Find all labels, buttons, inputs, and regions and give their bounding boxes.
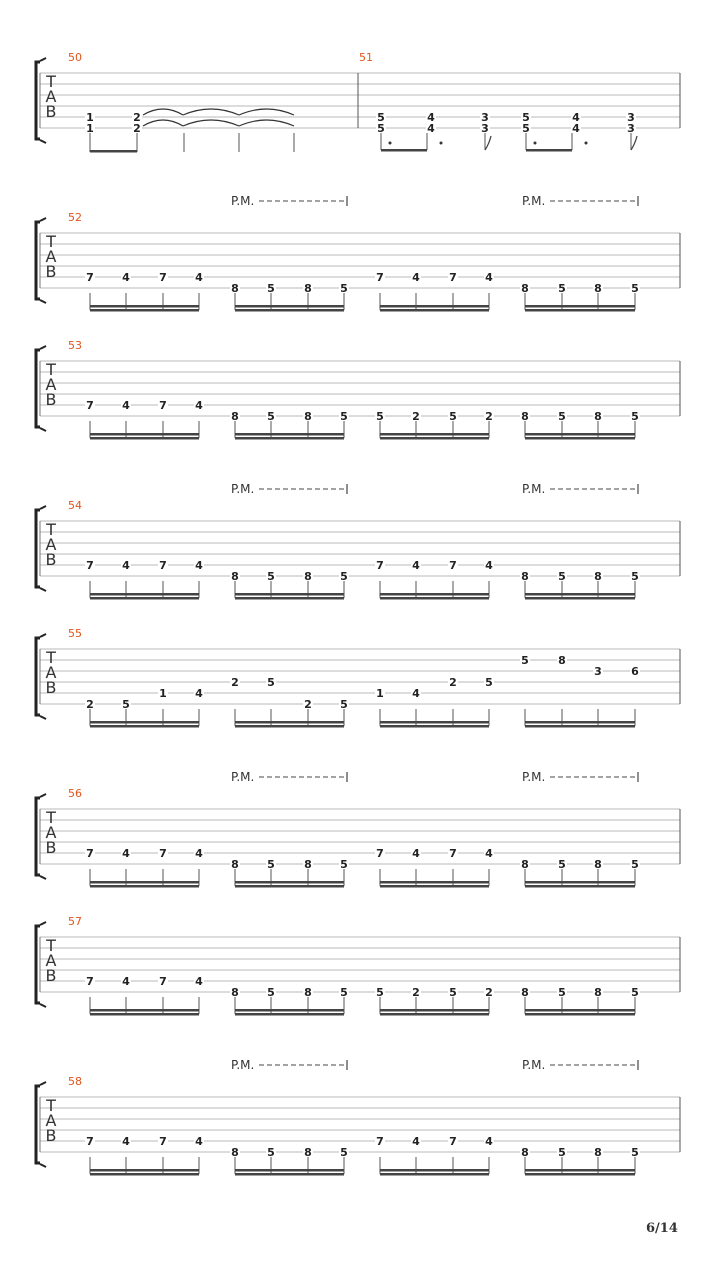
fret-number: 2 — [412, 410, 420, 423]
beam-secondary — [525, 721, 635, 724]
beam-secondary — [525, 1169, 635, 1172]
system-bracket — [36, 62, 40, 139]
fret-number: 4 — [122, 975, 130, 988]
beam — [90, 885, 199, 888]
fret-number: 3 — [627, 122, 635, 135]
beam-secondary — [525, 593, 635, 596]
tab-clef-letter: T — [46, 360, 56, 379]
fret-number: 5 — [449, 986, 457, 999]
fret-number: 7 — [159, 399, 167, 412]
tie-arc — [239, 109, 294, 115]
fret-number: 5 — [267, 410, 275, 423]
beam-secondary — [380, 305, 489, 308]
fret-number: 5 — [558, 858, 566, 871]
beam-secondary — [90, 1009, 199, 1012]
measure-number: 53 — [68, 339, 82, 352]
beam-secondary — [90, 593, 199, 596]
fret-number: 7 — [86, 1135, 94, 1148]
fret-number: 4 — [195, 399, 203, 412]
staff-system — [36, 196, 680, 312]
beam — [235, 1173, 344, 1176]
beam-secondary — [90, 881, 199, 884]
palm-mute-label: P.M. — [231, 1058, 255, 1072]
staff-system — [36, 922, 680, 1016]
tab-clef-letter: T — [46, 1096, 56, 1115]
system-bracket — [36, 798, 40, 875]
fret-number: 8 — [521, 858, 529, 871]
tab-clef-letter: B — [45, 1126, 57, 1145]
fret-number: 4 — [412, 271, 420, 284]
tab-clef-letter: B — [45, 390, 57, 409]
fret-number: 3 — [594, 665, 602, 678]
beam — [235, 885, 344, 888]
tie-arc — [239, 120, 294, 126]
beam — [90, 437, 199, 440]
fret-number: 5 — [340, 410, 348, 423]
fret-number: 8 — [594, 410, 602, 423]
note-flag — [631, 136, 637, 150]
fret-number: 5 — [631, 858, 639, 871]
fret-number: 5 — [631, 410, 639, 423]
fret-number: 4 — [195, 847, 203, 860]
fret-number: 5 — [558, 570, 566, 583]
fret-number: 5 — [631, 282, 639, 295]
fret-number: 2 — [485, 986, 493, 999]
fret-number: 7 — [159, 559, 167, 572]
fret-number: 5 — [340, 858, 348, 871]
fret-number: 4 — [122, 271, 130, 284]
fret-number: 5 — [558, 986, 566, 999]
fret-number: 7 — [86, 399, 94, 412]
fret-number: 4 — [412, 847, 420, 860]
tab-clef-letter: T — [46, 72, 56, 91]
tab-clef-letter: A — [45, 663, 57, 682]
fret-number: 7 — [159, 1135, 167, 1148]
fret-number: 2 — [133, 122, 141, 135]
measure-number: 54 — [68, 499, 82, 512]
fret-number: 8 — [521, 570, 529, 583]
beam — [90, 1173, 199, 1176]
bracket-hook — [40, 140, 46, 143]
fret-number: 7 — [376, 271, 384, 284]
beam-secondary — [380, 721, 489, 724]
bracket-hook — [40, 794, 46, 797]
fret-number: 5 — [376, 410, 384, 423]
fret-number: 5 — [340, 282, 348, 295]
bracket-hook — [40, 876, 46, 879]
tab-clef-letter: T — [46, 936, 56, 955]
fret-number: 4 — [412, 687, 420, 700]
tab-clef-letter: A — [45, 247, 57, 266]
fret-number: 5 — [340, 1146, 348, 1159]
beam — [380, 1013, 489, 1016]
fret-number: 3 — [481, 122, 489, 135]
measure-number: 55 — [68, 627, 82, 640]
fret-number: 2 — [231, 676, 239, 689]
beam — [235, 597, 344, 600]
bracket-hook — [40, 588, 46, 591]
fret-number: 8 — [231, 282, 239, 295]
measure-number: 52 — [68, 211, 82, 224]
beam-secondary — [380, 1169, 489, 1172]
beam — [525, 597, 635, 600]
beam-secondary — [235, 593, 344, 596]
fret-number: 5 — [558, 1146, 566, 1159]
beam — [380, 597, 489, 600]
beam — [381, 149, 427, 152]
bracket-hook — [40, 634, 46, 637]
fret-number: 1 — [86, 122, 94, 135]
beam — [90, 725, 199, 728]
beam — [525, 885, 635, 888]
tab-clef-letter: B — [45, 678, 57, 697]
tie-arc — [143, 120, 183, 126]
fret-number: 7 — [86, 847, 94, 860]
fret-number: 7 — [159, 847, 167, 860]
beam-secondary — [90, 1169, 199, 1172]
fret-number: 7 — [449, 271, 457, 284]
tab-clef-letter: A — [45, 87, 57, 106]
fret-number: 8 — [231, 570, 239, 583]
tab-clef-letter: A — [45, 535, 57, 554]
beam — [526, 149, 572, 152]
fret-number: 3 — [627, 111, 635, 124]
measure-number: 56 — [68, 787, 82, 800]
fret-number: 5 — [522, 111, 530, 124]
fret-number: 1 — [159, 687, 167, 700]
fret-number: 7 — [86, 559, 94, 572]
bracket-hook — [40, 922, 46, 925]
fret-number: 5 — [449, 410, 457, 423]
fret-number: 4 — [485, 271, 493, 284]
staff-system — [36, 484, 680, 600]
fret-number: 5 — [377, 122, 385, 135]
palm-mute-label: P.M. — [522, 482, 546, 496]
beam — [525, 1013, 635, 1016]
fret-number: 5 — [267, 282, 275, 295]
fret-number: 5 — [122, 698, 130, 711]
page-number: 6/14 — [646, 1221, 678, 1236]
beam-secondary — [235, 1169, 344, 1172]
tab-clef-letter: T — [46, 520, 56, 539]
fret-number: 8 — [304, 858, 312, 871]
fret-number: 8 — [594, 986, 602, 999]
beam-secondary — [380, 1009, 489, 1012]
bracket-hook — [40, 218, 46, 221]
fret-number: 8 — [304, 986, 312, 999]
beam — [90, 150, 137, 153]
beam-secondary — [90, 721, 199, 724]
beam — [90, 1013, 199, 1016]
staff-system — [36, 346, 680, 440]
fret-number: 2 — [133, 111, 141, 124]
fret-number: 7 — [159, 975, 167, 988]
fret-number: 8 — [304, 1146, 312, 1159]
system-bracket — [36, 350, 40, 427]
fret-number: 8 — [231, 858, 239, 871]
fret-number: 8 — [594, 570, 602, 583]
fret-number: 5 — [558, 282, 566, 295]
fret-number: 5 — [521, 654, 529, 667]
tab-clef-letter: A — [45, 375, 57, 394]
fret-number: 8 — [594, 858, 602, 871]
fret-number: 4 — [427, 122, 435, 135]
fret-number: 7 — [376, 559, 384, 572]
fret-number: 4 — [572, 122, 580, 135]
fret-number: 4 — [122, 559, 130, 572]
tab-clef-letter: T — [46, 808, 56, 827]
tab-clef-letter: T — [46, 232, 56, 251]
fret-number: 5 — [267, 986, 275, 999]
fret-number: 5 — [267, 1146, 275, 1159]
tab-clef-letter: A — [45, 1111, 57, 1130]
beam-secondary — [235, 433, 344, 436]
beam — [380, 309, 489, 312]
staff-system — [36, 634, 680, 728]
fret-number: 8 — [231, 1146, 239, 1159]
beam-secondary — [525, 433, 635, 436]
bracket-hook — [40, 1164, 46, 1167]
fret-number: 8 — [521, 410, 529, 423]
tab-clef-letter: B — [45, 838, 57, 857]
fret-number: 7 — [449, 847, 457, 860]
fret-number: 2 — [485, 410, 493, 423]
beam-secondary — [380, 881, 489, 884]
fret-number: 4 — [122, 399, 130, 412]
beam — [90, 309, 199, 312]
measure-number: 57 — [68, 915, 82, 928]
beam — [380, 725, 489, 728]
beam — [525, 1173, 635, 1176]
fret-number: 4 — [122, 847, 130, 860]
fret-number: 7 — [376, 847, 384, 860]
dot — [585, 142, 588, 145]
fret-number: 8 — [304, 410, 312, 423]
staff-system — [36, 1060, 680, 1176]
fret-number: 8 — [304, 282, 312, 295]
tie-arc — [183, 120, 239, 126]
tab-clef-letter: A — [45, 951, 57, 970]
tab-clef-letter: B — [45, 966, 57, 985]
dot — [440, 142, 443, 145]
beam — [525, 309, 635, 312]
fret-number: 5 — [558, 410, 566, 423]
palm-mute-label: P.M. — [522, 1058, 546, 1072]
fret-number: 4 — [195, 975, 203, 988]
staff-system — [36, 772, 680, 888]
fret-number: 2 — [412, 986, 420, 999]
fret-number: 4 — [485, 559, 493, 572]
fret-number: 8 — [231, 410, 239, 423]
fret-number: 5 — [340, 698, 348, 711]
fret-number: 7 — [86, 975, 94, 988]
fret-number: 8 — [231, 986, 239, 999]
beam-secondary — [235, 1009, 344, 1012]
palm-mute-label: P.M. — [522, 194, 546, 208]
fret-number: 8 — [594, 282, 602, 295]
fret-number: 5 — [631, 570, 639, 583]
fret-number: 6 — [631, 665, 639, 678]
fret-number: 4 — [412, 1135, 420, 1148]
fret-number: 5 — [377, 111, 385, 124]
bracket-hook — [40, 346, 46, 349]
beam — [90, 597, 199, 600]
fret-number: 8 — [521, 282, 529, 295]
bracket-hook — [40, 506, 46, 509]
system-bracket — [36, 510, 40, 587]
tab-clef-letter: A — [45, 823, 57, 842]
bracket-hook — [40, 428, 46, 431]
fret-number: 8 — [558, 654, 566, 667]
system-bracket — [36, 926, 40, 1003]
system-bracket — [36, 1086, 40, 1163]
staff-system — [36, 58, 680, 153]
fret-number: 4 — [427, 111, 435, 124]
beam — [380, 885, 489, 888]
beam — [235, 1013, 344, 1016]
fret-number: 4 — [195, 1135, 203, 1148]
beam-secondary — [380, 593, 489, 596]
fret-number: 4 — [572, 111, 580, 124]
beam — [380, 437, 489, 440]
beam — [380, 1173, 489, 1176]
system-bracket — [36, 222, 40, 299]
fret-number: 8 — [594, 1146, 602, 1159]
beam — [235, 437, 344, 440]
beam-secondary — [235, 881, 344, 884]
tab-clef-letter: B — [45, 550, 57, 569]
fret-number: 5 — [376, 986, 384, 999]
fret-number: 8 — [521, 1146, 529, 1159]
system-bracket — [36, 638, 40, 715]
fret-number: 8 — [521, 986, 529, 999]
beam-secondary — [90, 433, 199, 436]
bracket-hook — [40, 1004, 46, 1007]
tie-arc — [183, 109, 239, 115]
beam-secondary — [525, 305, 635, 308]
beam-secondary — [525, 1009, 635, 1012]
tab-clef-letter: B — [45, 262, 57, 281]
fret-number: 5 — [522, 122, 530, 135]
dot — [389, 142, 392, 145]
palm-mute-label: P.M. — [231, 482, 255, 496]
tab-clef-letter: T — [46, 648, 56, 667]
tab-clef-letter: B — [45, 102, 57, 121]
fret-number: 5 — [631, 986, 639, 999]
palm-mute-label: P.M. — [231, 770, 255, 784]
fret-number: 7 — [449, 1135, 457, 1148]
tie-arc — [143, 109, 183, 115]
measure-number: 58 — [68, 1075, 82, 1088]
fret-number: 2 — [449, 676, 457, 689]
fret-number: 4 — [122, 1135, 130, 1148]
beam-secondary — [90, 305, 199, 308]
beam — [235, 725, 344, 728]
fret-number: 7 — [376, 1135, 384, 1148]
fret-number: 5 — [631, 1146, 639, 1159]
bracket-hook — [40, 300, 46, 303]
fret-number: 2 — [304, 698, 312, 711]
bracket-hook — [40, 1082, 46, 1085]
fret-number: 4 — [412, 559, 420, 572]
fret-number: 4 — [485, 1135, 493, 1148]
fret-number: 5 — [267, 676, 275, 689]
fret-number: 4 — [195, 687, 203, 700]
fret-number: 2 — [86, 698, 94, 711]
fret-number: 7 — [86, 271, 94, 284]
beam-secondary — [525, 881, 635, 884]
fret-number: 7 — [159, 271, 167, 284]
beam — [525, 725, 635, 728]
fret-number: 5 — [267, 570, 275, 583]
fret-number: 7 — [449, 559, 457, 572]
fret-number: 1 — [376, 687, 384, 700]
fret-number: 3 — [481, 111, 489, 124]
beam-secondary — [380, 433, 489, 436]
beam-secondary — [235, 721, 344, 724]
beam-secondary — [235, 305, 344, 308]
fret-number: 4 — [485, 847, 493, 860]
palm-mute-label: P.M. — [522, 770, 546, 784]
fret-number: 8 — [304, 570, 312, 583]
beam — [235, 309, 344, 312]
bracket-hook — [40, 716, 46, 719]
fret-number: 4 — [195, 271, 203, 284]
fret-number: 4 — [195, 559, 203, 572]
fret-number: 5 — [340, 570, 348, 583]
note-flag — [485, 136, 491, 150]
bracket-hook — [40, 58, 46, 61]
fret-number: 5 — [485, 676, 493, 689]
measure-number: 51 — [359, 51, 373, 64]
measure-number: 50 — [68, 51, 82, 64]
fret-number: 5 — [340, 986, 348, 999]
fret-number: 1 — [86, 111, 94, 124]
beam — [525, 437, 635, 440]
fret-number: 5 — [267, 858, 275, 871]
palm-mute-label: P.M. — [231, 194, 255, 208]
dot — [534, 142, 537, 145]
